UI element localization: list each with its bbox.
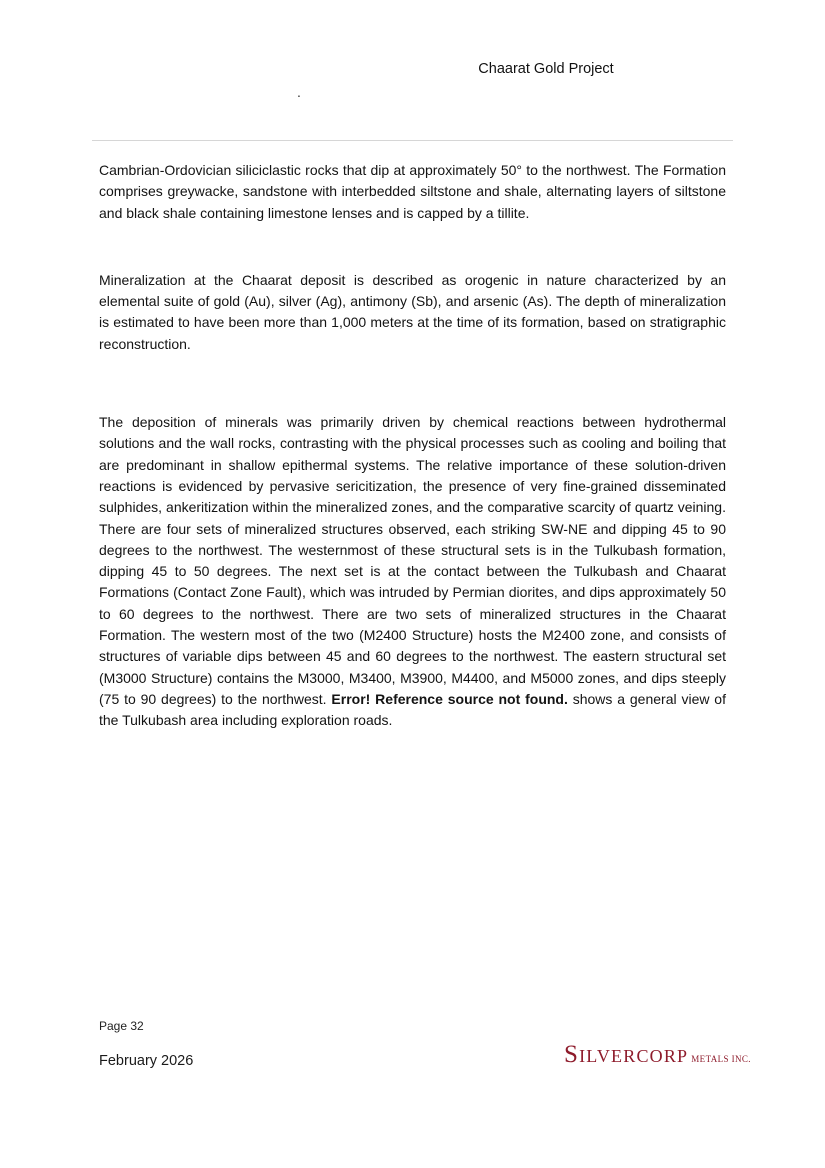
paragraph-text-segment: The deposition of minerals was primarily driven by chemical reactions between hydrothermal solutions and the wall rocks, contrasting with the physical processes such as cooling and boiling that are predominant in shallow epithermal systems. The relative importance of these solution-driven reactions is evidenced by pervasive sericitization, the presence of very fine-grained disseminated sulphides, ankeritization within the mineralized zones, and the comparative scarcity of quartz veining. There are four sets of mineralized structures observed, each striking SW-NE and dipping 45 to 90 degrees to the northwest. The westernmost of these structural sets is in the Tulkubash formation, dipping 45 to 50 degrees. The next set is at the contact between the Tulkubash and Chaarat Formations (Contact Zone Fault), which was intruded by Permian diorites, and dips approximately 50 to 60 degrees to the northwest. There are two sets of mineralized structures in the Chaarat Formation. The western most of the two (M2400 Structure) hosts the M2400 zone, and consists of structures of variable dips between 45 and 60 degrees to the northwest. The eastern structural set (M3000 Structure) contains the M3000, M3400, M3900, M4400, and M5000 zones, and dips steeply (75 to 90 degrees) to the northwest. <box>99 414 726 707</box>
silvercorp-logo <box>564 1041 751 1069</box>
paragraph-text-segment: shows a general view of the Tulkubash area including exploration roads. <box>99 690 726 729</box>
header-divider <box>92 140 733 141</box>
page-number: Page 32 <box>99 1019 144 1033</box>
error-reference-text: Error! Reference source not found. <box>331 690 568 707</box>
logo-subtext: METALS INC. <box>691 1054 751 1064</box>
paragraph-mineralization: Mineralization at the Chaarat deposit is described as orogenic in nature characterized by an elemental suite of gold (Au), silver (Ag), antimony (Sb), and arsenic (As). The depth of mineralization is estimated to have been more than 1,000 meters at the time of its formation, based on stratigraphic reconstruction. <box>99 271 726 352</box>
paragraph-geology: Cambrian-Ordovician siliciclastic rocks that dip at approximately 50° to the northwest. The Formation comprises greywacke, sandstone with interbedded siltstone and shale, alternating layers of siltstone and black shale containing limestone lenses and is capped by a tillite. <box>99 162 726 221</box>
paragraph-deposition <box>99 412 726 731</box>
footer-date: February 2026 <box>99 1053 194 1069</box>
document-body <box>99 160 726 778</box>
logo-wordmark: SILVERCORP <box>564 1041 689 1068</box>
page-header-title: Chaarat Gold Project <box>478 61 614 77</box>
stray-period-mark: . <box>297 84 301 100</box>
